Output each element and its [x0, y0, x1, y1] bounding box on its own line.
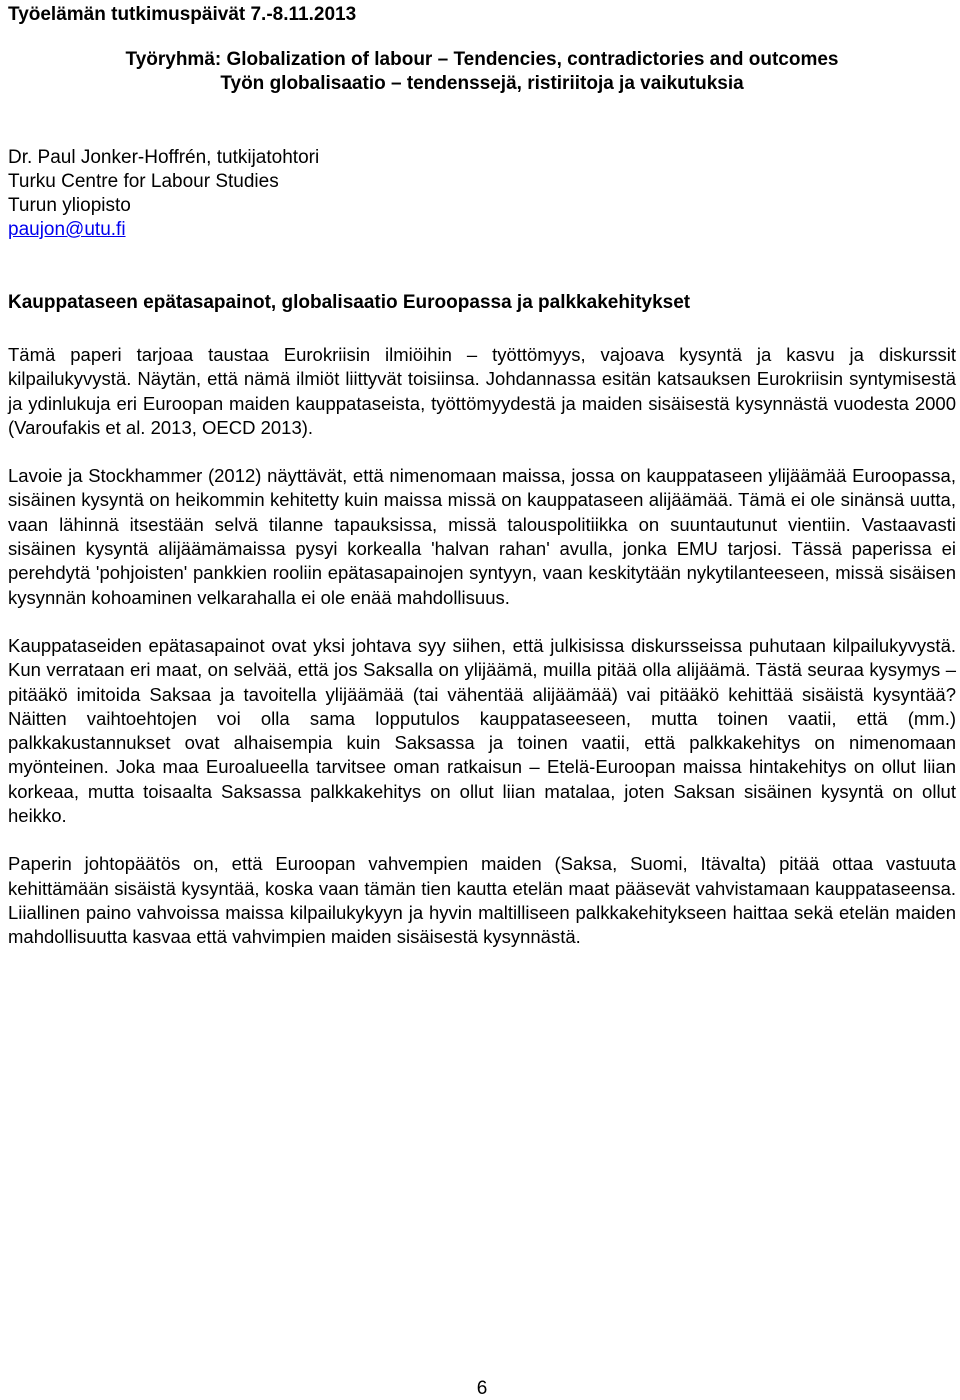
- working-group-title-en: Työryhmä: Globalization of labour – Tendencies, contradictories and outcomes: [125, 49, 839, 70]
- author-name: Dr. Paul Jonker-Hoffrén, tutkijatohtori: [8, 147, 320, 168]
- author-institution: Turku Centre for Labour Studies: [8, 171, 279, 192]
- author-email-link[interactable]: paujon@utu.fi: [8, 219, 126, 240]
- author-university: Turun yliopisto: [8, 195, 131, 216]
- working-group-title-fi: Työn globalisaatio – tendenssejä, ristiriitoja ja vaikutuksia: [220, 73, 744, 94]
- abstract-paragraph-4: Paperin johtopäätös on, että Euroopan vahvempien maiden (Saksa, Suomi, Itävalta) pitää ottaa vastuuta kehittämään sisäistä kysyntää, koska vaan tämän tien kautta etelän maat pääsevät vahvistamaan kauppataseensa. Liiallinen paino vahvoissa maissa kilpailukykyyn ja hyvin maltilliseen palkkakehitykseen haittaa sekä etelän maiden mahdollisuutta kasvaa että vahvimpien maiden sisäisestä kysynnästä.: [8, 853, 956, 948]
- working-group-heading: [8, 48, 956, 96]
- abstract-title: Kauppataseen epätasapainot, globalisaatio Euroopassa ja palkkakehitykset: [8, 292, 691, 313]
- abstract-body: [8, 343, 956, 974]
- author-block: [8, 146, 319, 242]
- abstract-paragraph-3: Kauppataseiden epätasapainot ovat yksi johtava syy siihen, että julkisissa diskursseissa puhutaan kilpailukyvystä. Kun verrataan eri maat, on selvää, että jos Saksalla on ylijäämä, muilla pitää olla alijäämä. Tästä seuraa kysymys – pitääkö imitoida Saksaa ja tavoitella ylijäämää (tai vähentää alijäämää) vai pitääkö kehittää sisäistä kysyntää? Näitten vaihtoehtojen voi olla sama lopputulos kauppataseeseen, mutta toinen vaatii, että (mm.) palkkakustannukset ovat alhaisempia kuin Saksassa ja toinen vaatii, että palkkakehitys on nimenomaan myönteinen. Joka maa Euroalueella tarvitsee oman ratkaisun – Etelä-Euroopan maissa hintakehitys on ollut liian korkeaa, mutta toisaalta Saksassa palkkakehitys on ollut liian matalaa, joten Saksan sisäinen kysyntä on ollut heikko.: [8, 634, 956, 827]
- abstract-paragraph-1: Tämä paperi tarjoaa taustaa Eurokriisin ilmiöihin – työttömyys, vajoava kysyntä ja kasvu ja diskurssit kilpailukyvystä. Näytän, että nämä ilmiöt liittyvät toisiinsa. Johdannassa esitän katsauksen Eurokriisin syntymisestä ja ydinlukuja eri Euroopan maiden kauppataseista, työttömyydestä ja maiden sisäisestä kysynnästä vuodesta 2000 (Varoufakis et al. 2013, OECD 2013).: [8, 344, 956, 438]
- conference-title: Työelämän tutkimuspäivät 7.-8.11.2013: [8, 4, 357, 25]
- abstract-paragraph-2: Lavoie ja Stockhammer (2012) näyttävät, että nimenomaan maissa, jossa on kauppataseen ylijäämää Euroopassa, sisäinen kysyntä on heikommin kehitetty kuin maissa missä on kauppataseen alijäämää. Tämä ei ole sinänsä uutta, vaan lähinnä itsestään selvä tilanne tapauksissa, missä talouspolitiikka on suuntautunut vientiin. Vastaavasti sisäinen kysyntä alijäämämaissa pysyi korkealla 'halvan rahan' avulla, jonka EMU tarjosi. Tässä paperissa ei perehdytä 'pohjoisten' pankkien rooliin epätasapainojen syntyyn, vaan keskitytään nykytilanteeseen, missä sisäisen kysynnän kohoaminen velkarahalla ei ole enää mahdollisuus.: [8, 465, 956, 608]
- page-number: 6: [476, 1378, 488, 1399]
